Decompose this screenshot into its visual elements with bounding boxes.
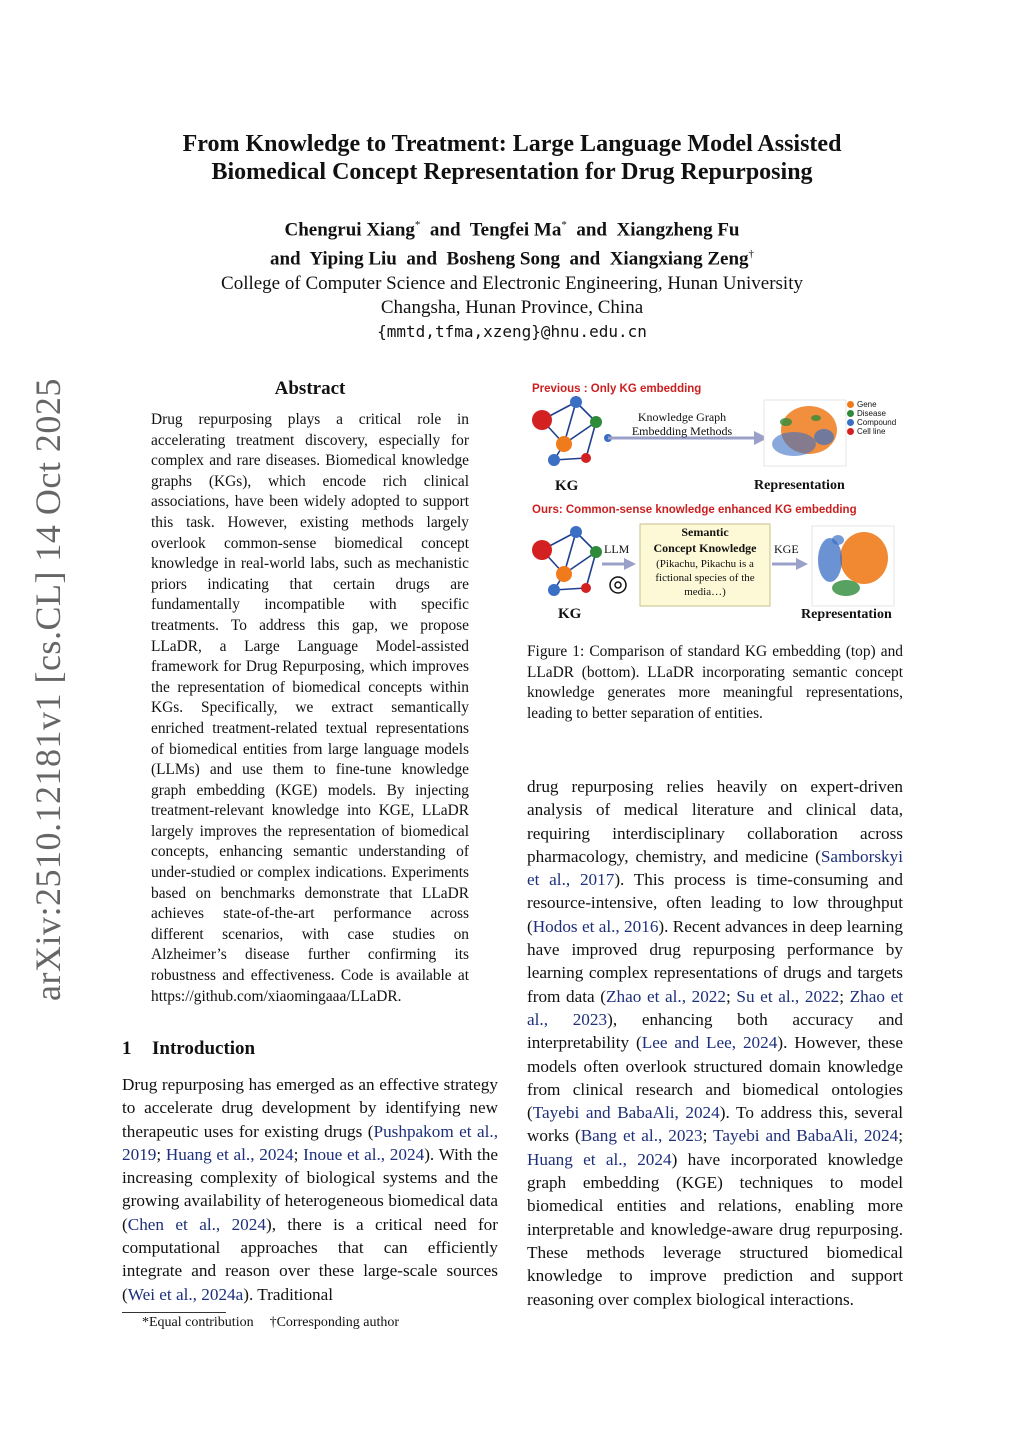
title-line-2: Biomedical Concept Representation for Drug Repurposing [211,159,813,185]
top-method-label: Knowledge Graph Embedding Methods [631,410,733,438]
author-name: Yiping Liu [309,248,397,270]
citation-sep: ; [293,1144,304,1164]
body-text: ). To address this, several works ( [527,1103,903,1146]
semantic-box-title: Semantic [681,525,729,539]
kge-label: KGE [774,542,799,556]
bottom-scatter-plot [812,526,894,606]
citation-sep: ; [726,986,737,1006]
title-line-1: From Knowledge to Treatment: Large Language Model Assisted [182,131,842,157]
footnote-rule [122,1312,226,1313]
legend-label: Cell line [857,427,886,436]
figure-top-label-text: Previous : Only KG embedding [532,383,702,395]
author-line-2 [0,242,1024,271]
semantic-box-text: (Pikachu, Pikachu is a fictional species of the media…) [655,558,755,598]
legend-item-compound [847,418,896,427]
node-icon [532,540,552,560]
node-icon [548,454,560,466]
author-and: and [569,248,601,270]
figure-bottom-label-text: Ours: Common-sense knowledge enhanced KG embedding [532,504,857,516]
top-scatter-plot [764,400,846,466]
body-text: ). However, these models often overlook structured domain knowledge from clinical research and biomedical ontologies ( [527,1033,904,1123]
figure-bottom-label [532,500,857,518]
citation-link[interactable]: Pushpakom et al., 2019 [122,1121,499,1164]
author-name: Tengfei Ma [469,219,562,241]
author-mark: * [414,219,421,231]
llm-label: LLM [604,542,630,556]
arxiv-identifier: arXiv:2510.12181v1 [cs.CL] 14 Oct 2025 [28,378,68,1001]
top-kg-graph [542,402,596,460]
abstract-text: Drug repurposing plays a critical role in accelerating treatment discovery, especially for complex and rare diseases. Biomedical knowledge graphs (KGs), which encode rich clinical associations, have been widely adopted to support this task. However, existing methods largely overlook common-sense biomedical concept knowledge in real-world labs, such as mechanistic priors indicating that certain drugs are fundamentally incompatible with specific treatments. To address this gap, we propose LLaDR, a Large Language Model-assisted framework for Drug Repurposing, which improves the representation of biomedical concepts within KGs. Specifically, we extract semantically enriched treatment-related textual representations of biomedical entities from large language models (LLMs) and use them to fine-tune knowledge graph embedding (KGE) models. By injecting treatment-relevant knowledge into KGE, LLaDR largely improves the representation of biomedical concepts, enhancing semantic understanding of under-studied or complex indications. Experiments based on benchmarks demonstrate that LLaDR achieves state-of-the-art performance across different scenarios, with case studies on Alzheimer’s disease further confirming its robustness and effectiveness. Code is available at https://github.com/xiaomingaaa/LLaDR. [151,411,469,1005]
citation-link[interactable]: Inoue et al., 2024 [303,1144,425,1164]
legend-label: Disease [857,409,886,418]
figure-legend [847,400,896,436]
citation-link[interactable]: Tayebi and BabaAli, 2024 [713,1126,899,1146]
body-text: ). Traditional [243,1284,334,1304]
node-icon [556,566,572,582]
arrow-head-icon [796,558,808,570]
legend-label: Compound [857,418,897,427]
bottom-kg-label: KG [558,606,582,622]
author-and: and [429,219,461,241]
node-icon [581,453,591,463]
arrow-head-icon [624,558,636,570]
author-name: Xiangzheng Fu [616,219,740,241]
legend-item-gene [847,400,896,409]
legend-item-disease [847,409,896,418]
citation-link[interactable]: Hodos et al., 2016 [532,916,659,936]
node-icon [556,436,572,452]
intro-right-column [527,775,903,1311]
affiliation: College of Computer Science and Electronic Engineering, Hunan University [221,272,803,294]
citation-link[interactable]: Wei et al., 2024a [127,1284,244,1304]
body-text: ). This process is time-consuming and resource-intensive, often leading to low throughput ( [527,870,903,936]
citation-link[interactable]: Huang et al., 2024 [165,1144,294,1164]
citation-sep: ; [898,1126,903,1146]
body-text: drug repurposing relies heavily on expert-driven analysis of medical literature and clinical data, requiring interdisciplinary collaboration across pharmacology, chemistry, and medicine ( [527,777,903,866]
body-text: Drug repurposing has emerged as an effective strategy to accelerate drug development by identifying new therapeutic uses for existing drugs ( [122,1075,498,1141]
top-kg-label: KG [555,478,579,494]
citation-link[interactable]: Samborskyi et al., 2017 [527,846,903,890]
author-mark: † [748,248,755,261]
author-line-1 [0,213,1024,242]
citation-link[interactable]: Tayebi and BabaAli, 2024 [532,1103,720,1123]
body-text: ), enhancing both accuracy and interpretability ( [527,1009,904,1053]
node-icon [590,546,602,558]
node-icon [548,584,560,596]
citation-link[interactable]: Bang et al., 2023 [580,1126,703,1146]
section-number: 1 [122,1038,132,1059]
author-block [0,213,1024,344]
node-icon [581,583,591,593]
figure-caption: Figure 1: Comparison of standard KG embedding (top) and LLaDR (bottom). LLaDR incorporating semantic concept knowledge generates more meaningful representations, leading to better separation of entities. [527,643,903,722]
semantic-box-content [642,525,768,599]
legend-item-cell-line [847,427,896,436]
citation-link[interactable]: Huang et al., 2024 [527,1149,672,1169]
footnote [142,1315,415,1331]
bottom-kg-graph [542,532,596,590]
footnote-equal: *Equal contribution [142,1315,254,1330]
body-text: ). With the increasing complexity of biological systems and the growing availability of heterogeneous biomedical data ( [122,1144,499,1234]
author-name: Chengrui Xiang [284,219,415,241]
citation-link[interactable]: Zhao et al., 2022 [606,986,726,1006]
location: Changsha, Hunan Province, China [380,296,644,318]
citation-sep: ; [156,1144,166,1164]
footnote-corresponding: †Corresponding author [269,1315,400,1330]
openai-logo-icon [610,577,626,593]
paper-title [0,130,1024,186]
author-and: and [269,248,301,270]
author-and: and [406,248,438,270]
author-name: Bosheng Song [446,248,561,270]
email[interactable]: {mmtd,tfma,xzeng}@hnu.edu.cn [377,321,647,341]
node-icon [570,526,582,538]
citation-link[interactable]: Su et al., 2022 [736,986,840,1006]
node-icon [590,416,602,428]
node-icon [532,410,552,430]
section-title: Introduction [152,1038,256,1059]
intro-left-column [122,1073,498,1306]
citation-link[interactable]: Chen et al., 2024 [127,1214,266,1234]
citation-sep: ; [702,1126,714,1146]
top-representation-label: Representation [754,478,845,493]
citation-link[interactable]: Zhao et al., 2023 [527,986,903,1029]
abstract-heading: Abstract [274,378,346,399]
author-name: Xiangxiang Zeng [609,248,749,270]
citation-link[interactable]: Lee and Lee, 2024 [641,1033,778,1053]
semantic-box-subtitle: Concept Knowledge [653,541,757,555]
citation-sep: ; [839,986,850,1006]
body-text: ) have incorporated knowledge graph embedding (KGE) techniques to model biomedical entities and relations, enabling more interpretable and knowledge-aware drug repurposing. These methods leverage structured biomedical knowledge to improve prediction and support reasoning over complex biological interactions. [527,1149,903,1309]
body-text: ), there is a critical need for computational approaches that can efficiently integrate and reason over these large-scale sources ( [122,1214,498,1304]
legend-label: Gene [857,400,877,409]
body-text: ). Recent advances in deep learning have improved drug repurposing performance by learning complex representations of drugs and targets from data ( [527,916,903,1006]
node-icon [570,396,582,408]
bottom-representation-label: Representation [801,607,892,622]
author-mark: * [561,219,567,231]
author-and: and [576,219,607,241]
section-heading [122,1038,255,1060]
